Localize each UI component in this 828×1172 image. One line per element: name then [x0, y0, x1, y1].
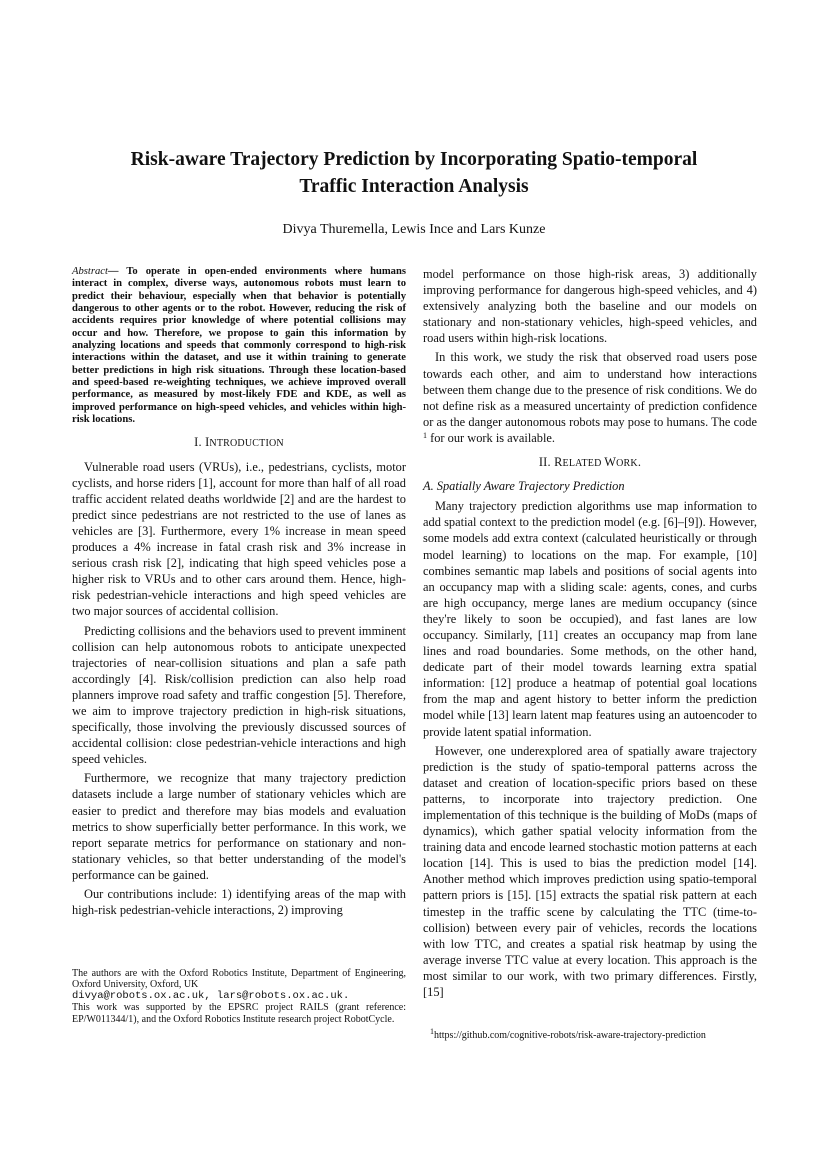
- abstract-label: Abstract: [72, 266, 108, 277]
- intro-paragraph-4-continued: model performance on those high-risk areas, 3) additionally improving performance for dangerous high-speed vehicles, and 4) extensively analyzing both the baseline and our models on stationary and non-stationary vehicles, high-speed vehicles, and road users within high-risk locations.: [423, 267, 757, 346]
- funding-text: This work was supported by the EPSRC project RAILS (grant reference: EP/W011344/1), and the Oxford Robotics Institute research project RobotCycle.: [72, 1002, 406, 1025]
- intro-paragraph-1: Vulnerable road users (VRUs), i.e., pedestrians, cyclists, motor cyclists, and horse riders [1], account for more than half of all road traffic accident related deaths worldwide [2] and are the hardest to predict since pedestrians are not restricted to the use of lanes as vehicles are [3]. Furthermore, every 1% increase in mean speed produces a 4% increase in fatal crash risk and 3% increase in serious crash risk [2], indicating that high speed vehicles pose a higher risk to VRUs and to other cars around them. Hence, high-risk pedestrian-vehicle interactions and high speed vehicles are two major sources of accidental collision.: [72, 459, 406, 619]
- abstract-text: To operate in open-ended environments where humans interact in complex, diverse ways, autonomous robots must learn to predict their behaviour, especially when that behavior is potentially dangerous to other agents or to the robot. However, reducing the risk of accidents requires prior knowledge of where potential collisions may occur and how. Therefore, we propose to gain this information by analyzing locations and speeds that commonly correspond to high-risk interactions within the dataset, and use it within training to generate better predictions in high risk situations. Through these location-based and speed-based re-weighting techniques, we achieve improved overall performance, as measured by most-likely FDE and KDE, as well as improved performance on high-speed vehicles, and vehicles within high-risk locations.: [72, 266, 406, 426]
- code-footnote: [430, 1027, 760, 1042]
- repository-link[interactable]: https://github.com/cognitive-robots/risk-aware-trajectory-prediction: [434, 1030, 706, 1041]
- footnote-number: 1: [430, 1027, 434, 1036]
- subsection-heading: A. Spatially Aware Trajectory Prediction: [423, 479, 625, 494]
- abstract: [72, 266, 406, 426]
- title-line-2: Traffic Interaction Analysis: [299, 176, 529, 197]
- abstract-dash: —: [107, 266, 127, 277]
- intro-paragraph-5: In this work, we study the risk that observed road users pose towards each other, and aim to understand how interactions between them change due to the presence of risk conditions. We do not define risk as a measured uncertainty of prediction confidence or as the danger autonomous robots may pose to humans. The code $^1$ for our work is available.: [423, 350, 757, 445]
- intro-paragraph-2: Predicting collisions and the behaviors used to prevent imminent collision can help autonomous robots to anticipate unexpected trajectories of near-collision situations and plan a safe path accordingly [4]. Risk/collision prediction can also help road planners improve road safety and traffic congestion [5]. Therefore, we aim to improve trajectory prediction in high-risk situations, specifically, those involving the previously discussed sources of accidental collision: close pedestrian-vehicle interactions and high speed vehicles.: [72, 623, 406, 767]
- paper-title: [60, 146, 768, 200]
- related-work-paragraph-2: However, one underexplored area of spatially aware trajectory prediction is the study of spatio-temporal patterns across the dataset and creation of location-specific priors based on these patterns, to incorporate into trajectory prediction. One implementation of this technique is the building of MoDs (maps of dynamics), which gather spatial velocity information from the training data and encode learned stochastic motion patterns at each location [14]. This is used to bias the prediction model [14]. Another method which improves prediction using spatio-temporal pattern priors is [15]. [15] extracts the spatial risk pattern at each timestep in the traffic scene by calculating the TTC (time-to-collision) between every pair of vehicles, records the locations with low TTC, and creates a spatial risk heatmap by using the average inverse TTC value at every location. This approach is the most similar to our work, with two primary differences. Firstly, [15]: [423, 743, 757, 1000]
- section-heading-related-work: II. RELATED WORK.: [538, 455, 642, 470]
- author-footnote: [72, 968, 406, 1025]
- intro-paragraph-4: Our contributions include: 1) identifying areas of the map with high-risk pedestrian-vehicle interactions, 2) improving: [72, 887, 406, 918]
- footnote-marker: 1: [423, 430, 427, 440]
- intro-paragraph-3: Furthermore, we recognize that many trajectory prediction datasets include a large number of stationary vehicles which are easier to predict and therefore may bias models and evaluation metrics to show superficially better performance. In this work, we report separate metrics for performance on stationary and non-stationary vehicles, so that better understanding of the model's performance can be gained.: [72, 771, 406, 882]
- related-work-paragraph-1: Many trajectory prediction algorithms use map information to add spatial context to the prediction model (e.g. [6]–[9]). However, some models add extra context (calculated heuristically or through model learning) to locations on the map. For example, [10] combines semantic map labels and positions of social agents into an occupancy map with a sliding scale: agents, cones, and curbs are high occupancy, merge lanes are medium occupancy (since they're likely to soon be occupied), and fast lanes are low occupancy. Similarly, [11] creates an occupancy map from lane lines and road boundaries. Some methods, on the other hand, dedicate part of their model towards learning extra spatial information: [12] produce a heatmap of potential goal locations from the map and agent history to better inform the prediction model while [13] learn latent map features using an autoencoder to provide latent spatial information.: [423, 499, 757, 739]
- affiliation-text: The authors are with the Oxford Robotics Institute, Department of Engineering, Oxford University, Oxford, UK: [72, 968, 406, 991]
- left-column: [72, 266, 406, 921]
- section-heading-introduction: I. INTRODUCTION: [194, 435, 284, 450]
- title-line-1: Risk-aware Trajectory Prediction by Incorporating Spatio-temporal: [130, 149, 698, 170]
- right-column: [423, 266, 757, 1003]
- author-list: Divya Thuremella, Lewis Ince and Lars Kunze: [282, 222, 546, 237]
- author-emails: divya@robots.ox.ac.uk, lars@robots.ox.ac.uk.: [72, 989, 350, 1002]
